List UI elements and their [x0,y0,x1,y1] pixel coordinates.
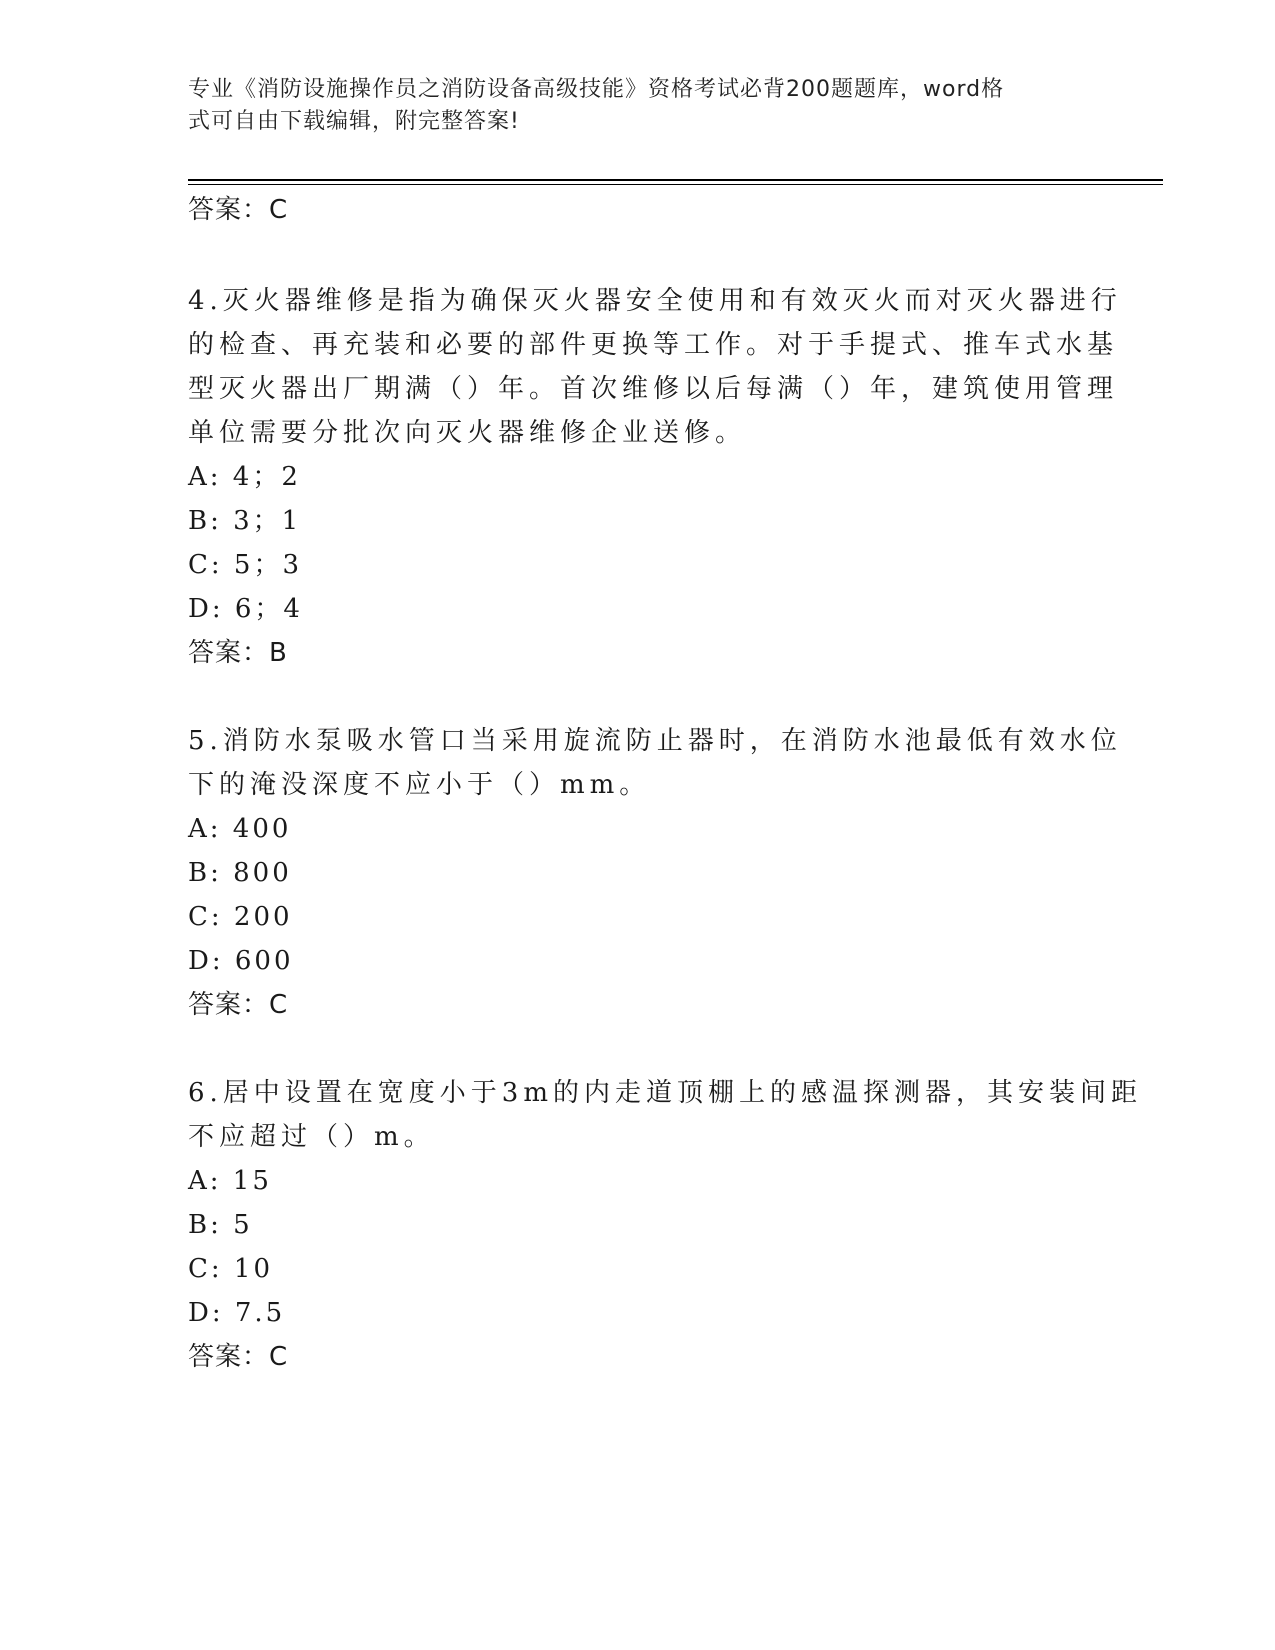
question-5-option-b: B: 800 [188,858,292,888]
question-4-text-line-3: 型灭火器出厂期满（）年。首次维修以后每满（）年，建筑使用管理 [188,374,1119,404]
question-5-answer: 答案：C [188,990,289,1020]
question-4-option-b: B: 3；1 [188,506,302,536]
question-6-option-a: A: 15 [188,1166,272,1196]
question-4-option-a: A: 4；2 [188,462,301,492]
header-rule-thin [188,184,1163,185]
question-6-option-c: C: 10 [188,1254,274,1284]
question-6-text-line-1: 6.居中设置在宽度小于3m的内走道顶棚上的感温探测器，其安装间距 [188,1078,1143,1108]
header-line-1: 专业《消防设施操作员之消防设备高级技能》资格考试必背200题题库，word格 [188,77,1005,102]
question-5-text-line-1: 5.消防水泵吸水管口当采用旋流防止器时，在消防水池最低有效水位 [188,726,1122,756]
question-6-option-d: D: 7.5 [188,1298,286,1328]
question-5-option-c: C: 200 [188,902,293,932]
question-4-text-line-4: 单位需要分批次向灭火器维修企业送修。 [188,418,747,448]
question-4-option-c: C: 5；3 [188,550,303,580]
question-4-option-d: D: 6；4 [188,594,303,624]
question-5-text-line-2: 下的淹没深度不应小于（）mm。 [188,770,651,800]
question-5-option-d: D: 600 [188,946,294,976]
question-5-option-a: A: 400 [188,814,292,844]
answer-previous: 答案：C [188,195,289,225]
header-line-2: 式可自由下载编辑，附完整答案! [188,109,520,134]
question-4-text-line-2: 的检查、再充装和必要的部件更换等工作。对于手提式、推车式水基 [188,330,1119,360]
question-6-option-b: B: 5 [188,1210,253,1240]
header-rule-thick [188,179,1163,181]
question-4-answer: 答案：B [188,638,288,668]
document-header [188,74,1068,138]
question-6-text-line-2: 不应超过（）m。 [188,1122,435,1152]
question-6-answer: 答案：C [188,1342,289,1372]
question-4-text-line-1: 4.灭火器维修是指为确保灭火器安全使用和有效灭火而对灭火器进行 [188,286,1122,316]
